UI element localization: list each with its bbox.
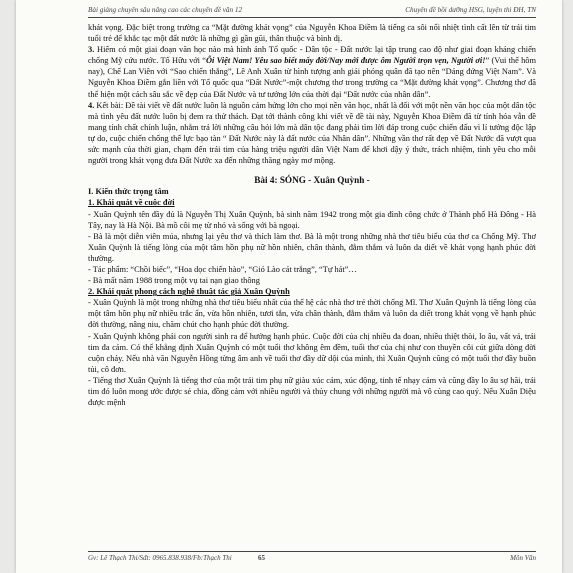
biography-paragraph-2: - Bà là một diễn viên múa, nhưng lại yêu thơ và thích làm thơ. Bà là một trong những nhà thơ tiêu biểu của thơ ca Chống Mỹ. Thơ Xuân Quỳnh là tiếng lòng của một tâm hồn phụ nữ hồn nhiên, chân thành, đằm thắm và luôn da diết về khát vọng hạnh phúc đời thường.	[88, 231, 536, 263]
works-paragraph: - Tác phẩm: “Chồi biếc”, “Hoa dọc chiến hào”, “Gió Lào cát trắng”, “Tự hát”…	[88, 264, 357, 274]
subsection-1-heading: 1. Khái quát về cuộc đời	[88, 198, 175, 208]
part-1-heading: I. Kiến thức trọng tâm	[88, 187, 169, 197]
section-4-text: Kết bài: Đề tài viết về đất nước luôn là nguồn cảm hứng lớn cho mọi nền văn học, nhất là đối với một nền văn học của một dân tộc mà tình yêu đất nước luôn bị đem ra thử thách. Đạt tới thành công khi viết về đề tài này, Nguyễn Khoa Điềm đã từ tính hóa vẫn đề mang tính chất chính luận, nhằm trả lời những câu hỏi lớn mà dân tộc đang phải tìm lời đáp trong cuộc chiến đấu vì lí tưởng độc lập tự do, cuộc chiến chống thế lực bạo tàn “ Đất Nước này là đất nước của Nhân dân”. Những vần thơ rất đẹp về Đất Nước đã vượt qua sức mạnh của thời gian, chạm đến trái tim của hàng triệu người dân Việt Nam để khơi dậy ý thức, trách nhiệm, tình yêu cho mỗi người trong khát vọng đưa Đất Nước xa đến những thăng ngày mơ mộng.	[88, 100, 536, 166]
style-paragraph-3: - Tiếng thơ Xuân Quỳnh là tiếng thơ của một trái tim phụ nữ giàu xúc cảm, xúc động, tinh tế nhạy cảm và cũng đầy lo âu sợ hãi, trái tim đó luôn mong ước được sẻ chia, đồng cảm với nhiều người và thủy chung với những người mà vô cùng cao quý. Nếu Xuân Diệu được mệnh	[88, 375, 536, 408]
page-body	[88, 22, 536, 408]
biography-paragraph-1: - Xuân Quỳnh tên đầy đủ là Nguyễn Thị Xuân Quỳnh, bà sinh năm 1942 trong một gia đình công chức ở Thành phố Hà Đông - Hà Tây, nay là Hà Nội. Bà mồ côi mẹ từ nhỏ và sống với bà ngoại.	[88, 209, 536, 230]
page-header	[88, 6, 536, 18]
header-left-text: Bài giảng chuyên sâu nâng cao các chuyên đề văn 12	[88, 6, 243, 14]
page-footer	[88, 551, 536, 564]
section-3-quote: Ôi Việt Nam! Yêu sao biết mấy đời/Nay mới được ôm Người trọn vẹn, Người ơi!	[206, 56, 486, 66]
page-number: 65	[258, 554, 265, 562]
section-2-paragraph: khát vọng. Đặc biệt trong trường ca “Mặt đường khát vọng” của Nguyễn Khoa Điềm là tiếng ca sôi nổi nhiệt tình cất lên từ trái tim tuổi trẻ để khắc tạc một đất nước là những gì gần gũi, thân thuộc và bình dị.	[88, 23, 536, 44]
section-3-text-b: ” (Vui thế hôm nay), Chế Lan Viên với “Sao chiến thắng”, Lê Anh Xuân từ hình tượng anh giải phóng quân đã tạo nên “Dáng đứng Việt Nam”. Và Nguyễn Khoa Điềm gắn liền với Tổ quốc qua “Đất Nước”-một chương thơ trong trường ca “Mặt đường khát vọng”. Chương thơ đã thể hiện một cách sâu sắc về đẹp của Đất Nước và tư tưởng lớn của thời đại “Đất nước của nhân dân”.	[88, 56, 536, 99]
section-3-text-a: Hiếm có một giai đoạn văn học nào mà hình ảnh Tổ quốc - Dân tộc - Đất nước lại tập trung cao độ như giai đoạn kháng chiến chống Mỹ cứu nước. Tố Hữu với “	[88, 45, 536, 66]
style-paragraph-1: - Xuân Quỳnh là một trong những nhà thơ tiêu biểu nhất của thế hệ các nhà thơ trẻ thời chống Mĩ. Thơ Xuân Quỳnh là tiếng lòng của một tâm hồn phụ nữ nhiều trắc ẩn, vừa hồn nhiên, tươi tắn, vừa chân thành, đằm thắm và luôn da diết trong khát vọng về hạnh phúc đời thường, nâng niu, chăm chút cho hạnh phúc đời thường.	[88, 298, 536, 330]
lesson-title: Bài 4: SÓNG - Xuân Quỳnh -	[254, 175, 370, 186]
document-page	[16, 0, 562, 573]
style-paragraph-2: - Xuân Quỳnh không phải con người sinh ra để hưởng hạnh phúc. Cuộc đời của chị nhiều đa đoan, nhiều thiệt thòi, lo âu, vất vả, trái tim đa cảm. Có thể khẳng định Xuân Quỳnh có một tuổi thơ không êm đềm, tuổi thơ của chị như con thuyền côi cút giữa dòng đời cuộn chảy. Nếu nhà văn Nguyễn Hồng từng âm anh về tuổi thơ đầy dữ dội của mình, thì Xuân Quỳnh cũng có một tuổi thơ đầy buồn tủi, cô đơn.	[88, 331, 536, 374]
header-right-text: Chuyên đề bồi dưỡng HSG, luyện thi ĐH, TN	[405, 6, 536, 14]
section-4-paragraph	[88, 100, 536, 167]
death-paragraph: - Bà mất năm 1988 trong một vụ tai nạn giao thông	[88, 276, 260, 286]
section-3-label: 3.	[88, 45, 95, 55]
spacer	[88, 166, 536, 175]
section-3-paragraph	[88, 44, 536, 99]
footer-author: Gv: Lê Thạch Thi/Sđt: 0965.838.938/Fb:Thạch Thi	[88, 554, 232, 562]
section-4-label: 4.	[88, 100, 95, 110]
footer-subject: Môn Văn	[510, 554, 536, 562]
subsection-2-heading: 2. Khái quát phong cách nghệ thuật tác giả Xuân Quỳnh	[88, 287, 290, 297]
